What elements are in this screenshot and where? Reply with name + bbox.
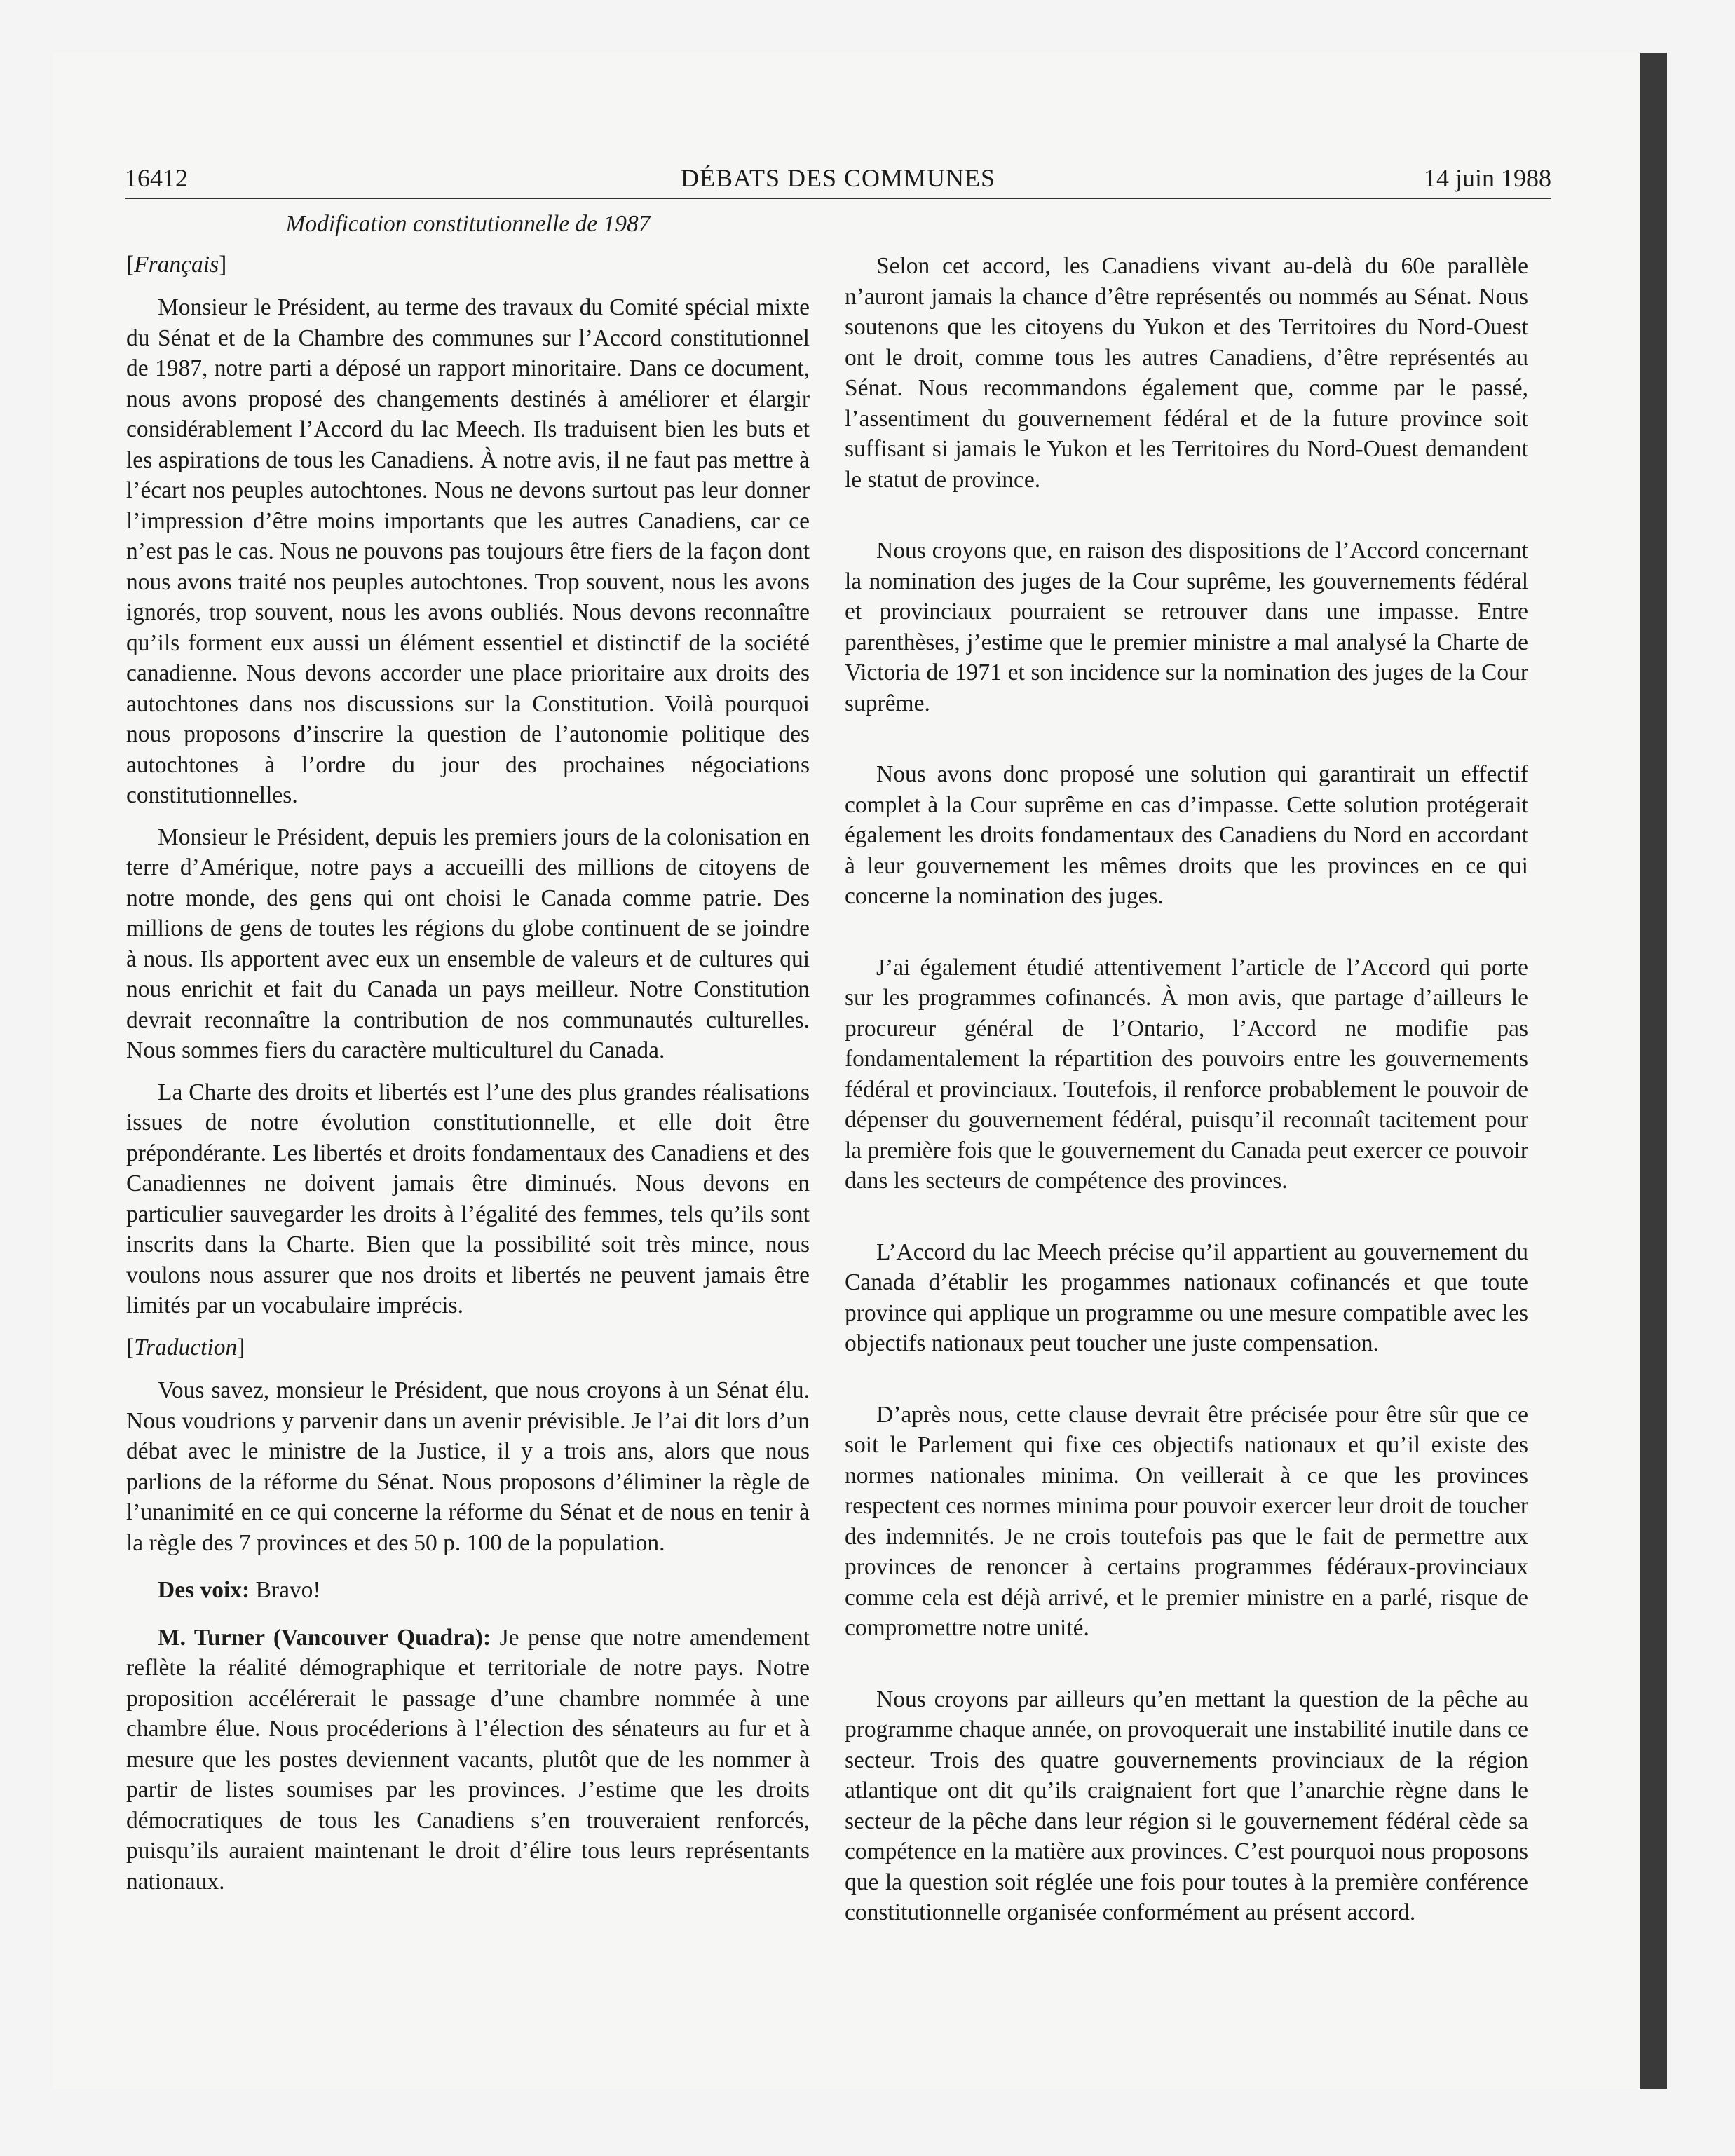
speech-text: Bravo! <box>250 1577 321 1603</box>
section-title: Modification constitutionnelle de 1987 <box>285 211 651 237</box>
paragraph: Nous croyons que, en raison des dispositions de l’Accord concernant la nomination des juges de la Cour suprême, les gouvernements fédéral et provinciaux pourraient se retrouver dans une impasse. Entre parenthèses, j’estime que le premier ministre a mal analysé la Charte de Victoria de 1971 et son incidence sur la nomination des juges de la Cour suprême. <box>845 538 1528 716</box>
speaker-name: M. Turner (Vancouver Quadra): <box>158 1624 491 1651</box>
paragraph: Nous croyons par ailleurs qu’en mettant la question de la pêche au programme chaque année, on provoquerait une instabilité inutile dans ce secteur. Trois des quatre gouvernements provinciaux de la région atlantique ont dit qu’ils craignaient fort que l’anarchie règne dans le secteur de la pêche dans leur région si le gouvernement fédéral cède sa compétence en la matière aux provinces. C’est pourquoi nous proposons que la question soit réglée une fois pour toutes à la première conférence constitutionnelle organisée conformément au présent accord. <box>845 1686 1528 1925</box>
speech <box>126 1623 810 1897</box>
left-column <box>126 209 810 1908</box>
paragraph: L’Accord du lac Meech précise qu’il appartient au gouvernement du Canada d’établir les progammes nationaux cofinancés et que toute province qui applique un programme ou une mesure compatible avec les objectifs nationaux peut toucher une juste compensation. <box>845 1239 1528 1356</box>
language-tag-label: Français <box>134 251 219 278</box>
interjection <box>126 1575 810 1606</box>
scan-binding-edge <box>1640 53 1667 2089</box>
paragraph: La Charte des droits et libertés est l’une des plus grandes réalisations issues de notre évolution constitutionnelle, et elle doit être prépondérante. Les libertés et droits fondamentaux des Canadiens et des Canadiennes ne doivent jamais être diminués. Nous devons en particulier sauvegarder les droits à l’égalité des femmes, tels qu’ils sont inscrits dans la Charte. Bien que la possibilité soit très mince, nous voulons nous assurer que nos droits et libertés ne peuvent jamais être limités par un vocabulaire imprécis. <box>126 1079 810 1318</box>
paragraph: Nous avons donc proposé une solution qui garantirait un effectif complet à la Cour suprême en cas d’impasse. Cette solution protégerait également les droits fondamentaux des Canadiens du Nord en accordant à leur gouvernement les mêmes droits que les provinces en ce qui concerne la nomination des juges. <box>845 761 1528 909</box>
language-tag-label: Traduction <box>134 1334 238 1360</box>
speech-text: Je pense que notre amendement reflète la réalité démographique et territoriale de notre pays. Notre proposition accélérerait le passage d’une chambre nommée à une chambre élue. Nous procéderions à l’élection des sénateurs au fur et à mesure que les postes deviennent vacants, plutôt que de les nommer à partir de listes soumises par les provinces. J’estime que les droits démocratiques de tous les Canadiens s’en trouveraient renforcés, puisqu’ils auraient maintenant le droit d’élire tous leurs représentants nationaux. <box>126 1624 810 1895</box>
paragraph: Vous savez, monsieur le Président, que nous croyons à un Sénat élu. Nous voudrions y parvenir dans un avenir prévisible. Je l’ai dit lors d’un débat avec le ministre de la Justice, il y a trois ans, alors que nous parlions de la réforme du Sénat. Nous proposons d’éliminer la règle de l’unanimité en ce qui concerne la réforme du Sénat et de nous en tenir à la règle des 7 provinces et des 50 p. 100 de la population. <box>126 1377 810 1556</box>
paragraph: D’après nous, cette clause devrait être précisée pour être sûr que ce soit le Parlement qui fixe ces objectifs nationaux et qu’il existe des normes nationales minima. On veillerait à ce que les provinces respectent ces normes minima pour pouvoir exercer leur droit de toucher des indemnités. Je ne crois toutefois pas que le fait de permettre aux provinces de renoncer à certains programmes fédéraux-provinciaux comme cela est déjà arrivé, et le premier ministre en a parlé, risque de compromettre notre unité. <box>845 1401 1528 1641</box>
language-tag-francais: [Français] <box>126 251 227 278</box>
language-tag-traduction: [Traduction] <box>126 1334 245 1360</box>
page-number: 16412 <box>125 164 188 192</box>
page-header <box>125 158 1551 199</box>
paragraph: J’ai également étudié attentivement l’article de l’Accord qui porte sur les programmes cofinancés. À mon avis, que partage d’ailleurs le procureur général de l’Ontario, l’Accord ne modifie pas fondamentalement la répartition des pouvoirs entre les gouvernements fédéral et provinciaux. Toutefois, il renforce probablement le pouvoir de dépenser du gouvernement fédéral, puisqu’il reconnaît tacitement pour la première fois que le gouvernement du Canada peut exercer ce pouvoir dans les secteurs de compétence des provinces. <box>845 954 1528 1194</box>
paragraph: Monsieur le Président, depuis les premiers jours de la colonisation en terre d’Amérique, notre pays a accueilli des millions de citoyens de notre monde, des gens qui ont choisi le Canada comme patrie. Des millions de gens de toutes les régions du globe continuent de se joindre à nous. Ils apportent avec eux un ensemble de valeurs et de cultures qui nous enrichit et fait du Canada un pays meilleur. Notre Constitution devrait reconnaître la contribution de nos communautés culturelles. Nous sommes fiers du caractère multiculturel du Canada. <box>126 824 810 1063</box>
publication-title: DÉBATS DES COMMUNES <box>680 164 996 192</box>
speaker-name: Des voix: <box>158 1577 250 1603</box>
paragraph: Monsieur le Président, au terme des travaux du Comité spécial mixte du Sénat et de la Chambre des communes sur l’Accord constitutionnel de 1987, notre parti a déposé un rapport minoritaire. Dans ce document, nous avons proposé des changements destinés à améliorer et élargir considérablement l’Accord du lac Meech. Ils traduisent bien les buts et les aspirations de tous les Canadiens. À notre avis, il ne faut pas mettre à l’écart nos peuples autochtones. Nous ne devons surtout pas leur donner l’impression d’être moins importants que les autres Canadiens, car ce n’est pas le cas. Nous ne pouvons pas toujours être fiers de la façon dont nous avons traité nos peuples autochtones. Trop souvent, nous les avons ignorés, trop souvent, nous les avons oubliés. Nous devons reconnaître qu’ils forment eux aussi un élément essentiel et distinctif de la société canadienne. Nous devons accorder une place prioritaire aux droits des autochtones dans nos discussions sur la Constitution. Voilà pourquoi nous proposons d’inscrire la question de l’autonomie politique des autochtones à l’ordre du jour des prochaines négociations constitutionnelles. <box>126 294 810 808</box>
right-column <box>845 251 1528 1969</box>
page-date: 14 juin 1988 <box>1423 164 1551 192</box>
paragraph: Selon cet accord, les Canadiens vivant au-delà du 60e parallèle n’auront jamais la chance d’être représentés ou nommés au Sénat. Nous soutenons que les citoyens du Yukon et des Territoires du Nord-Ouest ont le droit, comme tous les autres Canadiens, d’être représentés au Sénat. Nous recommandons également que, comme par le passé, l’assentiment du gouvernement fédéral et de la future province soit suffisant si jamais le Yukon et les Territoires du Nord-Ouest demandent le statut de province. <box>845 253 1528 493</box>
